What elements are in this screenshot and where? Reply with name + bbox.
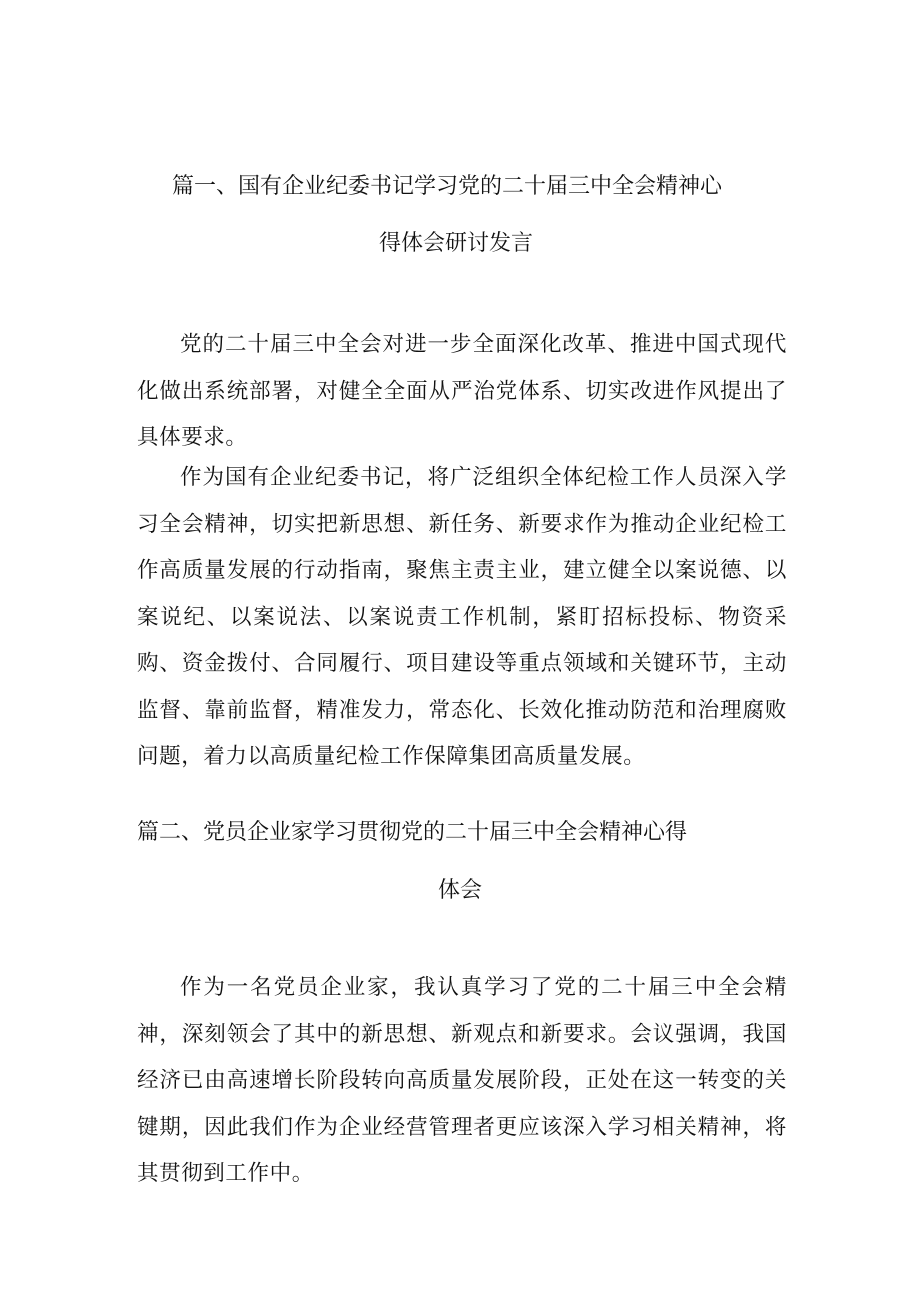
section-1-title-line-2: 得体会研讨发言 (379, 231, 534, 256)
section-1-title-line-1: 篇一、国有企业纪委书记学习党的二十届三中全会精神心 (172, 174, 723, 199)
section-1-paragraph-2: 作为国有企业纪委书记，将广泛组织全体纪检工作人员深入学习全会精神，切实把新思想、新任务、新要求作为推动企业纪检工作高质量发展的行动指南，聚焦主责主业，建立健全以案说德、以案说纪、以案说法、以案说责工作机制，紧盯招标投标、物资采购、资金拨付、合同履行、项目建设等重点领域和关键环节，主动监督、靠前监督，精准发力，常态化、长效化推动防范和治理腐败问题，着力以高质量纪检工作保障集团高质量发展。 (137, 465, 787, 769)
section-2-paragraph-1: 作为一名党员企业家，我认真学习了党的二十届三中全会精神，深刻领会了其中的新思想、新观点和新要求。会议强调，我国经济已由高速增长阶段转向高质量发展阶段，正处在这一转变的关键期，因此我们作为企业经营管理者更应该深入学习相关精神，将其贯彻到工作中。 (137, 975, 787, 1186)
section-2-title-line-2: 体会 (438, 878, 483, 903)
section-1-paragraph-1: 党的二十届三中全会对进一步全面深化改革、推进中国式现代化做出系统部署，对健全全面从严治党体系、切实改进作风提出了具体要求。 (137, 332, 787, 450)
section-2-title-line-1: 篇二、党员企业家学习贯彻党的二十届三中全会精神心得 (137, 820, 688, 845)
